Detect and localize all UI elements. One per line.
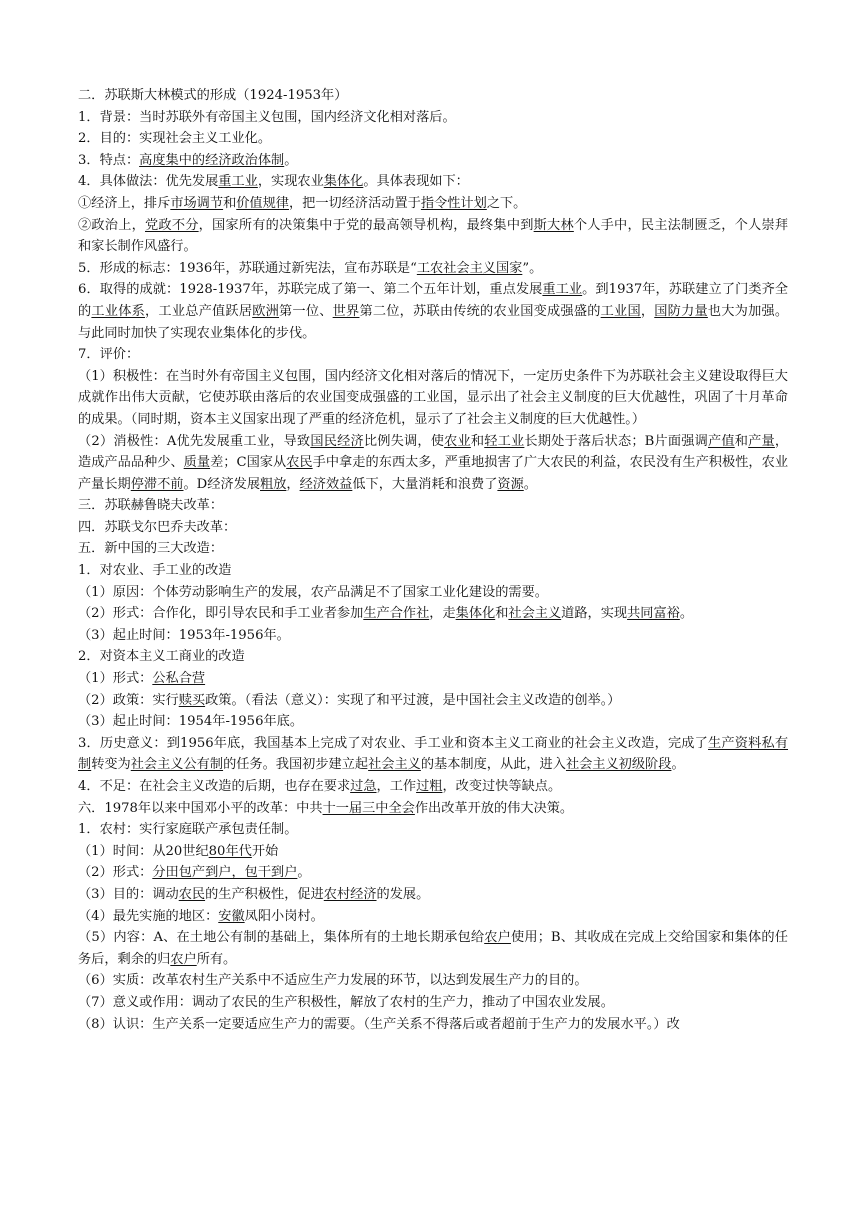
text-segment: ①经济上，排斥 [78,195,171,211]
text-segment: 二．苏联斯大林模式的形成（1924-1953年） [78,88,348,103]
underlined-term: 党政不分 [145,217,199,233]
text-segment: 五．新中国的三大改造： [78,541,224,557]
document-page [78,85,788,1035]
text-segment: 政策。（看法（意义）：实现了和平过渡，是中国社会主义改造的创举。） [205,692,621,708]
text-segment: 3．历史意义：到1956年底，我国基本上完成了对农业、手工业和资本主义工商业的社会主义改造，完成了 [78,735,709,751]
underlined-term: 资源 [497,476,524,492]
underlined-term: 共同富裕 [627,606,680,622]
text-line [78,107,788,129]
text-segment: 比例失调，使 [363,433,445,449]
underlined-term: 赎买 [178,692,206,708]
underlined-term: 粗放 [260,476,287,492]
text-segment: （1）形式： [78,671,153,687]
underlined-term: 农民 [178,886,206,902]
text-segment: 第一位、 [279,303,333,319]
text-line [78,711,788,733]
text-line [78,970,788,992]
text-segment: 。具体表现如下： [363,174,469,190]
text-line [78,841,788,863]
text-line [78,646,788,668]
text-line [78,690,788,712]
text-segment: （1）积极性：在当时外有帝国主义包围，国内经济文化相对落后的情况下，一定历史条件下为苏联社会主义建设取得巨大成就作出伟大贡献，它使苏联由落后的农业国变成强盛的工业国，显示出了社会主义制度的巨大优越性，巩固了十月革命的成果。（同时期，资本主义国家出现了严重的经济危机，显示了了社会主义制度的巨大优越性。） [78,368,788,427]
text-line [78,128,788,150]
text-segment: （3）起止时间：1953年-1956年。 [78,627,290,643]
underlined-term: 公私合营 [152,671,206,687]
text-line [78,798,788,820]
underlined-term: 价值规律 [236,195,289,211]
text-segment: ②政治上， [78,217,146,233]
text-line [78,906,788,928]
text-segment: 作出改革开放的伟大决策。 [414,800,574,816]
text-segment: （5）内容：A、在土地公有制的基础上，集体所有的土地长期承包给 [78,930,485,946]
text-segment: （3）起止时间：1954年-1956年底。 [78,714,304,730]
underlined-term: 社会主义 [508,606,562,622]
underlined-term: 质量 [183,455,211,471]
text-segment: 6．取得的成就：1928-1937年，苏联完成了第一、第二个五年计划，重点发展 [78,282,543,298]
text-segment: （2）形式：合作化，即引导农民和手工业者参加 [78,606,364,622]
underlined-term: 国防力量 [654,303,708,319]
underlined-term: 集体化 [323,174,364,190]
text-segment: ，走 [429,606,456,622]
text-line [78,85,788,107]
text-segment: 第二位，苏联由传统的农业国变成强盛的 [359,303,601,319]
text-segment: 的任务。我国初步建立起 [223,757,369,773]
text-segment: 4．不足：在社会主义改造的后期，也存在要求 [78,779,351,794]
text-paragraph [78,215,788,258]
underlined-term: 斯大林 [533,217,574,233]
text-segment: 转变为 [91,757,131,773]
text-segment: ”。 [522,260,543,276]
underlined-term: 过粗 [416,779,443,794]
text-segment: ，把一切经济活动置于 [289,195,421,211]
text-segment: 7．评价： [78,347,140,363]
underlined-term: 农户 [484,930,511,946]
underlined-term: 80年代 [208,843,252,859]
text-segment: 个人手中，民主法制匮乏，个人崇拜和家长制作风盛行。 [78,217,789,255]
text-segment: （2）形式： [78,865,153,881]
underlined-term: 社会主义 [368,757,421,773]
text-segment: 和 [734,433,749,449]
text-segment: 开始 [251,843,279,859]
text-segment: ，改变过快等缺点。 [442,779,562,794]
text-segment: 手中拿走的东西太多，严重地损害了广大农民的利益，农民没有生产积极性，农业产量长期 [78,455,789,492]
text-line [78,1014,788,1036]
text-paragraph [78,431,788,496]
text-segment: 。 [679,606,694,622]
text-line [78,603,788,625]
text-segment: ， [286,476,300,492]
underlined-term: 停滞不前 [130,476,184,492]
text-line [78,668,788,690]
underlined-term: 重工业 [218,174,258,190]
underlined-term: 农户 [170,951,197,967]
text-segment: 所有。 [196,951,237,967]
text-line [78,258,788,280]
text-segment: 之下。 [486,195,527,211]
underlined-term: 重工业 [542,282,583,298]
underlined-term: 欧洲 [252,303,280,319]
text-segment: （3）目的：调动 [78,886,179,902]
text-line [78,776,788,798]
underlined-term: 产量 [748,433,775,449]
underlined-term: 集体化 [455,606,496,622]
text-line [78,538,788,560]
text-segment: 3．特点： [78,152,140,168]
text-segment: 长期处于落后状态；B片面强调 [524,433,708,449]
underlined-term: 市场调节 [170,195,224,211]
text-segment: 也大为加强。与此同时加快了实现农业集体化的步伐。 [78,303,789,341]
underlined-term: 生产合作社 [363,606,430,622]
text-segment: 。 [671,757,685,773]
text-paragraph [78,733,788,776]
text-paragraph [78,366,788,431]
text-segment: ，造成产品品种少、 [78,433,789,471]
text-line [78,193,788,215]
text-segment: 。到1937年，苏联建立了门类齐全的 [78,282,789,319]
text-segment: ，工业总产值跃居 [145,303,253,319]
text-segment: （8）认识：生产关系一定要适应生产力的需要。（生产关系不得落后或者超前于生产力的发展水平。）改 [78,1016,680,1032]
text-segment: 。 [297,865,311,881]
underlined-term: 世界 [332,303,360,319]
underlined-term: 十一届三中全会 [322,800,415,816]
text-paragraph [78,927,788,970]
underlined-term: 高度集中的经济政治体制 [139,152,285,168]
underlined-term: 社会主义公有制 [130,757,224,773]
text-segment: 凤阳小岗村。 [244,908,324,924]
text-line [78,495,788,517]
text-segment: （7）意义或作用：调动了农民的生产积极性，解放了农村的生产力，推动了中国农业发展。 [78,994,614,1010]
text-segment: 1．对农业、手工业的改造 [78,563,232,579]
text-segment: （2）政策：实行 [78,692,179,708]
underlined-term: 经济效益 [299,476,353,492]
text-line [78,344,788,366]
text-segment: （4）最先实施的地区： [78,908,219,924]
text-segment: （1）时间：从20世纪 [78,843,209,859]
text-segment: 5．形成的标志：1936年，苏联通过新宪法，宣布苏联是“ [78,260,417,276]
text-segment: 的发展。 [376,886,430,902]
underlined-term: 工农社会主义国家 [416,260,523,276]
underlined-term: 农村经济 [323,886,377,902]
text-line [78,625,788,647]
text-segment: 六．1978年以来中国邓小平的改革：中共 [78,800,323,816]
text-line [78,819,788,841]
text-segment: 的生产积极性，促进 [205,886,324,902]
text-line [78,992,788,1014]
underlined-term: 农业 [444,433,471,449]
text-line [78,171,788,193]
text-line [78,150,788,172]
text-segment: （6）实质：改革农村生产关系中不适应生产力发展的环节，以达到发展生产力的目的。 [78,973,588,989]
text-line [78,884,788,906]
text-segment: 差；C国家从 [210,455,287,471]
text-segment: 和 [223,195,237,211]
text-segment: 的基本制度，从此，进入 [420,757,566,773]
text-line [78,862,788,884]
underlined-term: 分田包产到户，包干到户 [152,865,298,881]
text-segment: （1）原因：个体劳动影响生产的发展，农产品满足不了国家工业化建设的需要。 [78,584,548,600]
text-segment: 和 [470,433,485,449]
underlined-term: 安徽 [218,908,245,924]
text-segment: 2．对资本主义工商业的改造 [78,649,245,665]
text-segment: 和 [495,606,509,622]
text-segment: 。 [284,152,298,168]
text-segment: ，实现农业 [257,174,324,190]
text-segment: 2．目的：实现社会主义工业化。 [78,131,272,147]
underlined-term: 过急 [350,779,377,794]
text-segment: 1．背景：当时苏联外有帝国主义包围，国内经济文化相对落后。 [78,109,456,125]
underlined-term: 轻工业 [484,433,525,449]
text-paragraph [78,279,788,344]
underlined-term: 生产资料私有制 [78,735,789,773]
underlined-term: 产值 [707,433,735,449]
text-segment: 1．农村：实行家庭联产承包责任制。 [78,822,298,838]
text-line [78,560,788,582]
text-line [78,517,788,539]
text-segment: 三．苏联赫鲁晓夫改革： [78,498,224,514]
text-segment: 道路，实现 [561,606,628,622]
underlined-term: 工业体系 [91,303,146,319]
underlined-term: 指令性计划 [420,195,487,211]
text-line [78,582,788,604]
text-segment: 。 [523,476,537,492]
text-segment: ，国家所有的决策集中于党的最高领导机构，最终集中到 [198,217,534,233]
text-segment: 使用；B、其收成在完成上交给国家和集体的任务后，剩余的归 [78,930,788,967]
text-segment: ，工作 [376,779,417,794]
underlined-term: 工业国 [600,303,641,319]
text-segment: 四．苏联戈尔巴乔夫改革： [78,519,237,535]
underlined-term: 国民经济 [310,433,364,449]
text-segment: 4．具体做法：优先发展 [78,174,219,190]
text-segment: ， [640,303,655,319]
text-segment: （2）消极性：A优先发展重工业，导致 [78,433,311,449]
underlined-term: 社会主义初级阶段 [565,757,672,773]
text-segment: 低下，大量消耗和浪费了 [352,476,498,492]
underlined-term: 农民 [286,455,313,471]
text-segment: 。D经济发展 [183,476,261,492]
